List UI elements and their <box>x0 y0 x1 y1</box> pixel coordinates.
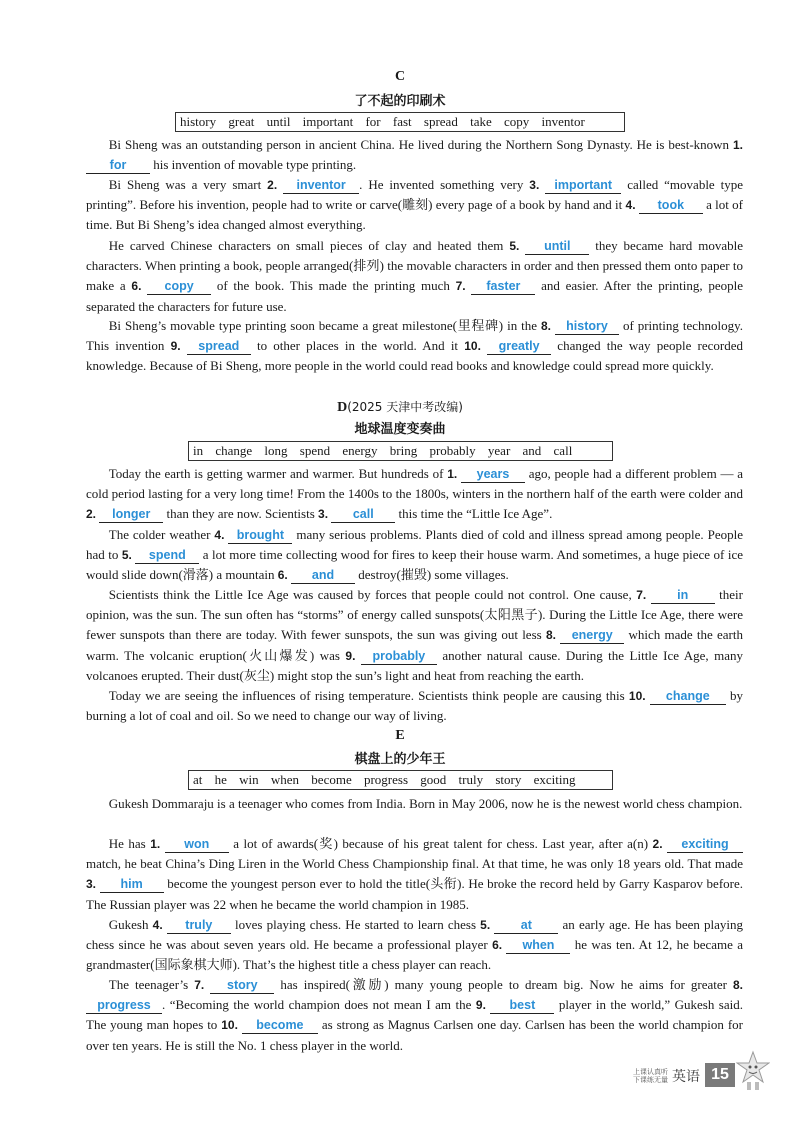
answer-blank[interactable]: when <box>506 938 570 954</box>
answer-blank[interactable]: spend <box>135 548 199 564</box>
answer-blank[interactable]: longer <box>99 507 163 523</box>
answer-blank[interactable]: for <box>86 158 150 174</box>
c-paragraph-2: Bi Sheng was a very smart 2. inventor . He invented something very 3. important called “movable type printing”. Before his invention, people had to write or carve(雕刻) every page of a book by hand and it 4. took a lot of time. But Bi Sheng’s idea changed almost everything. <box>86 177 744 233</box>
answer-blank[interactable]: years <box>461 467 525 483</box>
answer-blank[interactable]: spread <box>187 339 251 355</box>
d-paragraph-3: Scientists think the Little Ice Age was caused by forces that people could not control. One cause, 7. in their opinion, was the sun. The sun often has “storms” of energy called sunspots(太阳黑子). During the Little Ice Age, there were fewer sunspots than there are today. With fewer sunspots, the sun was giving out less 8. energy which made the earth warm. The volcanic eruption(火山爆发) was 9. probably another natural cause. During the Little Ice Age, many volcanoes erupted. Their dust(灰尘) might stop the sun’s light and heat from reaching the earth. <box>86 587 743 683</box>
e-paragraph-4: The teenager’s 7. story has inspired(激励) many young people to dream big. Now he aims for greater 8. progress . “Becoming the world champion does not mean I am the 9. best player in the world,” Gukesh said. The young man hopes to 10. become as strong as Magnus Carlsen one day. Carlsen has been the world champion for over ten years. He is still the No. 1 chess player in the world. <box>86 977 744 1053</box>
section-e-word-bank: at he win when become progress good truly story exciting <box>188 770 613 790</box>
section-c-letter: C <box>394 69 406 84</box>
e-paragraph-1: Gukesh Dommaraju is a teenager who comes from India. Born in May 2006, now he is the newest world chess champion. <box>108 796 743 811</box>
answer-blank[interactable]: probably <box>361 649 437 665</box>
answer-blank[interactable]: history <box>555 319 619 335</box>
answer-blank[interactable]: progress <box>86 998 162 1014</box>
section-d-source: (2025 天津中考改编) <box>347 400 463 414</box>
answer-blank[interactable]: become <box>242 1018 318 1034</box>
answer-blank[interactable]: energy <box>560 628 624 644</box>
page-number: 15 <box>705 1063 735 1087</box>
section-e-title: 棋盘上的少年王 <box>354 752 446 767</box>
answer-blank[interactable]: greatly <box>487 339 551 355</box>
answer-blank[interactable]: him <box>100 877 164 893</box>
d-paragraph-1: Today the earth is getting warmer and warmer. But hundreds of 1. years ago, people had a different problem — a cold period lasting for a very long time! From the 1400s to the 1800s, winters in the northern half of the earth were colder and 2. longer than they are now. Scientists 3. call this time the “Little Ice Age”. <box>86 466 743 522</box>
section-d-word-bank: in change long spend energy bring probably year and call <box>188 441 613 461</box>
c-paragraph-3: He carved Chinese characters on small pieces of clay and heated them 5. until they became hard movable characters. When printing a book, people arranged(排列) the movable characters in order and then pressed them onto paper to make a 6. copy of the book. This made the printing much 7. faster and easier. After the printing, people separated the characters for future use. <box>86 238 744 314</box>
e-paragraph-3: Gukesh 4. truly loves playing chess. He started to learn chess 5. at an early age. He has been playing chess since he was about seven years old. He became a professional player 6. when he was ten. At 12, he became a grandmaster(国际象棋大师). That’s the highest title a chess player can reach. <box>86 917 744 973</box>
answer-blank[interactable]: inventor <box>283 178 359 194</box>
answer-blank[interactable]: until <box>525 239 589 255</box>
answer-blank[interactable]: took <box>639 198 703 214</box>
c-paragraph-4: Bi Sheng’s movable type printing soon became a great milestone(里程碑) in the 8. history of printing technology. This invention 9. spread to other places in the world. And it 10. greatly changed the way people recorded knowledge. Because of Bi Sheng, more people in the world could read books and knowledge could spread more quickly. <box>86 318 744 374</box>
answer-blank[interactable]: call <box>331 507 395 523</box>
answer-blank[interactable]: best <box>490 998 554 1014</box>
answer-blank[interactable]: won <box>165 837 229 853</box>
answer-blank[interactable]: truly <box>167 918 231 934</box>
footer-subject: 英语 <box>672 1069 700 1085</box>
answer-blank[interactable]: important <box>545 178 621 194</box>
mascot-star-icon <box>736 1050 770 1092</box>
section-c-title: 了不起的印刷术 <box>354 94 446 109</box>
answer-blank[interactable]: at <box>494 918 558 934</box>
answer-blank[interactable]: in <box>651 588 715 604</box>
answer-blank[interactable]: story <box>210 978 274 994</box>
footer-slogan <box>628 1068 668 1084</box>
section-e-letter: E <box>395 728 405 743</box>
answer-blank[interactable]: exciting <box>667 837 743 853</box>
e-paragraph-2: He has 1. won a lot of awards(奖) because of his great talent for chess. Last year, after a(n) 2. exciting match, he beat China’s Ding Liren in the World Chess Championship final. At that time, he was only 18 years old. That made 3. him become the youngest person ever to hold the title(头衔). He broke the record held by Garry Kasparov before. The Russian player was 22 when he became the world champion in 1985. <box>86 836 744 912</box>
section-d-letter: D <box>337 400 348 415</box>
answer-blank[interactable]: change <box>650 689 726 705</box>
answer-blank[interactable]: and <box>291 568 355 584</box>
footer-slogan-line-1: 上课认真听 <box>633 1068 668 1076</box>
section-d-title: 地球温度变奏曲 <box>354 422 446 437</box>
d-paragraph-4: Today we are seeing the influences of rising temperature. Scientists think people are causing this 10. change by burning a lot of coal and oil. So we need to change our way of living. <box>86 688 744 724</box>
footer-slogan-line-2: 下课练无量 <box>633 1076 668 1084</box>
answer-blank[interactable]: brought <box>228 528 292 544</box>
answer-blank[interactable]: faster <box>471 279 535 295</box>
section-c-word-bank: history great until important for fast spread take copy inventor <box>175 112 625 132</box>
answer-blank[interactable]: copy <box>147 279 211 295</box>
c-paragraph-1: Bi Sheng was an outstanding person in ancient China. He lived during the Northern Song Dynasty. He is best-known 1. for his invention of movable type printing. <box>86 135 743 175</box>
section-d-heading <box>0 398 800 416</box>
d-paragraph-2: The colder weather 4. brought many serious problems. Plants died of cold and illness spread among people. People had to 5. spend a lot more time collecting wood for fires to keep their house warm. And sometimes, a huge piece of ice would slide down(滑落) a mountain 6. and destroy(摧毁) some villages. <box>86 527 743 583</box>
